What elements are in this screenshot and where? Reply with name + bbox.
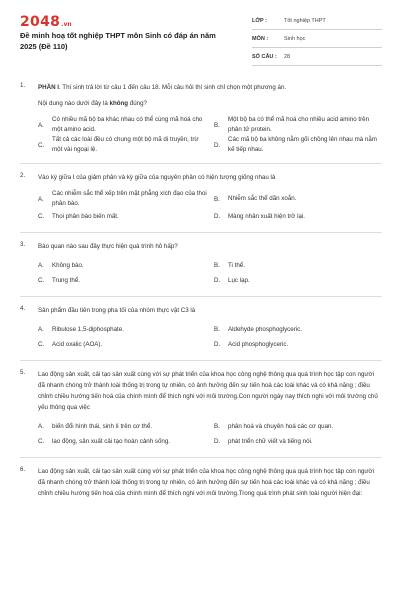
option-text: phát triển chữ viết và tiếng nói. bbox=[228, 437, 313, 445]
divider bbox=[20, 360, 382, 361]
option-text: Trung thể. bbox=[52, 276, 80, 284]
option-letter: C. bbox=[38, 213, 45, 220]
meta-row-subject bbox=[252, 30, 382, 48]
option-letter: A. bbox=[38, 121, 44, 129]
option-c[interactable] bbox=[38, 434, 208, 449]
option-text: Acid phosphoglyceric. bbox=[228, 340, 289, 348]
option-text: Aldehyde phosphoglyceric. bbox=[228, 325, 302, 333]
option-b[interactable] bbox=[214, 258, 384, 273]
option-text: lao động, sản xuất cải tạo hoàn cảnh sống. bbox=[52, 437, 170, 445]
option-text: Một bộ ba có thể mã hoá cho nhiều acid amino trên phân tử protein. bbox=[228, 116, 370, 133]
question-text: Sản phẩm đầu tiên trong pha tối của nhóm thực vật C3 là bbox=[38, 307, 196, 314]
option-text: Ribulose 1,5-diphosphate. bbox=[52, 325, 124, 333]
option-c[interactable] bbox=[38, 135, 208, 155]
meta-label: LỚP : bbox=[252, 17, 267, 24]
section-instruction: . Thí sinh trả lời từ câu 1 đến câu 18. Mỗi câu hỏi thí sinh chỉ chọn một phương án. bbox=[58, 84, 287, 91]
meta-value: 28 bbox=[284, 53, 291, 60]
exam-meta-table bbox=[252, 12, 382, 66]
meta-value: Sinh học bbox=[284, 35, 306, 42]
option-letter: C. bbox=[38, 277, 45, 284]
question-3 bbox=[0, 241, 400, 288]
option-d[interactable] bbox=[214, 337, 384, 352]
option-b[interactable] bbox=[214, 189, 384, 209]
question-4 bbox=[0, 305, 400, 352]
answer-options bbox=[38, 322, 382, 352]
question-5 bbox=[0, 369, 400, 449]
question-text bbox=[38, 82, 382, 93]
site-logo[interactable] bbox=[20, 14, 72, 30]
option-text: biến đổi hình thái, sinh lí trên cơ thể. bbox=[52, 422, 153, 430]
option-c[interactable] bbox=[38, 209, 208, 224]
option-b[interactable] bbox=[214, 115, 384, 135]
option-b[interactable] bbox=[214, 419, 384, 434]
question-number: 2. bbox=[20, 172, 26, 179]
option-letter: D. bbox=[214, 141, 221, 149]
option-d[interactable] bbox=[214, 434, 384, 449]
option-letter: A. bbox=[38, 195, 44, 203]
option-d[interactable] bbox=[214, 135, 384, 155]
logo-text: 2048 bbox=[20, 14, 61, 30]
answer-options bbox=[38, 419, 382, 449]
option-text: Màng nhân xuất hiện trở lại. bbox=[228, 212, 305, 220]
option-d[interactable] bbox=[214, 273, 384, 288]
option-letter: D. bbox=[214, 213, 221, 220]
question-text: Lao động sản xuất, cải tạo sản xuất cùng với sự phát triển của khoa học công nghệ thông qua quá trình học tập con người đã nhanh chóng trở thành loài thống trị trong tự nhiên, có ảnh hưởng đến sự tiến hoá các loài khác và có khả năng ; điều chỉnh chiều hướng tiến hoá của chính mình để thích nghi với môi trường.Con người ngày nay thích nghi với môi trường chủ yếu thông qua việc bbox=[38, 371, 378, 411]
option-letter: C. bbox=[38, 341, 45, 348]
prompt-text-end: đúng? bbox=[128, 100, 147, 107]
question-number: 4. bbox=[20, 305, 26, 312]
question-number: 5. bbox=[20, 369, 26, 376]
meta-row-class bbox=[252, 12, 382, 30]
question-list bbox=[0, 82, 400, 499]
option-a[interactable] bbox=[38, 189, 208, 209]
option-text: Các nhiễm sắc thể xếp trên mặt phẳng xích đạo của thoi phân bào. bbox=[52, 190, 207, 207]
answer-options bbox=[38, 189, 382, 224]
option-text: Ti thể. bbox=[228, 261, 245, 269]
option-letter: A. bbox=[38, 326, 44, 333]
option-letter: D. bbox=[214, 341, 221, 348]
option-letter: B. bbox=[214, 262, 220, 269]
question-text: Bào quan nào sau đây thực hiện quá trình hô hấp? bbox=[38, 243, 178, 250]
question-number: 3. bbox=[20, 241, 26, 248]
prompt-emphasis: không bbox=[109, 100, 129, 107]
meta-label: MÔN : bbox=[252, 35, 269, 42]
option-letter: A. bbox=[38, 262, 44, 269]
answer-options bbox=[38, 115, 382, 155]
option-d[interactable] bbox=[214, 209, 384, 224]
option-letter: C. bbox=[38, 438, 45, 445]
option-a[interactable] bbox=[38, 419, 208, 434]
option-text: Acid oxalic (AOA). bbox=[52, 340, 103, 348]
option-text: Tất cả các loài đều có chung một bộ mã di truyền, trừ một vài ngoại lệ. bbox=[52, 136, 199, 153]
option-a[interactable] bbox=[38, 115, 208, 135]
option-text: Các mã bộ ba không nằm gối chồng lên nhau mà nằm kế tiếp nhau. bbox=[228, 136, 377, 153]
option-letter: D. bbox=[214, 277, 221, 284]
option-letter: D. bbox=[214, 438, 221, 445]
option-c[interactable] bbox=[38, 337, 208, 352]
option-a[interactable] bbox=[38, 258, 208, 273]
logo-domain: .vn bbox=[61, 21, 72, 28]
option-text: Có nhiều mã bộ ba khác nhau có thể cùng mã hoá cho một amino acid. bbox=[52, 116, 203, 133]
question-number: 1. bbox=[20, 82, 26, 89]
question-prompt bbox=[38, 98, 382, 109]
question-text: Lao động sản xuất, cải tạo sản xuất cùng với sự phát triển của khoa học công nghệ thông qua quá trình học tập con người đã nhanh chóng trở thành loài thống trị trong tự nhiên, có ảnh hưởng đến sự tiến hoá các loài khác và có khả năng ; điều chỉnh chiều hướng tiến hoá của chính mình để thích nghi với môi trường.Trong quá trình phát sinh loài người hiện đại: bbox=[38, 468, 374, 497]
question-6 bbox=[0, 466, 400, 499]
page-header bbox=[0, 0, 400, 72]
option-letter: B. bbox=[214, 195, 220, 203]
divider bbox=[20, 457, 382, 458]
section-label: PHẦN I bbox=[38, 84, 59, 91]
answer-options bbox=[38, 258, 382, 288]
divider bbox=[20, 232, 382, 233]
option-letter: B. bbox=[214, 121, 220, 129]
option-letter: C. bbox=[38, 141, 45, 149]
divider bbox=[20, 163, 382, 164]
question-number: 6. bbox=[20, 466, 26, 473]
option-text: Không bào. bbox=[52, 261, 84, 269]
option-text: Nhiễm sắc thể dãn xoắn. bbox=[228, 195, 297, 202]
divider bbox=[20, 296, 382, 297]
option-text: Lục lạp. bbox=[228, 276, 250, 284]
option-letter: B. bbox=[214, 423, 220, 430]
option-letter: B. bbox=[214, 326, 220, 333]
meta-label: SỐ CÂU : bbox=[252, 53, 277, 60]
question-1 bbox=[0, 82, 400, 155]
option-a[interactable] bbox=[38, 322, 208, 337]
option-letter: A. bbox=[38, 423, 44, 430]
meta-value: Tốt nghiệp THPT bbox=[284, 17, 326, 24]
prompt-text: Nội dung nào dưới đây là bbox=[38, 100, 110, 107]
page-title: Đề minh hoạ tốt nghiệp THPT môn Sinh có đáp án năm 2025 (Đề 110) bbox=[20, 31, 216, 51]
question-2 bbox=[0, 172, 400, 224]
meta-row-question-count bbox=[252, 48, 382, 66]
option-text: Thoi phân bào biến mất. bbox=[52, 212, 119, 220]
option-text: phân hoá và chuyên hoá các cơ quan. bbox=[228, 422, 334, 430]
option-b[interactable] bbox=[214, 322, 384, 337]
option-c[interactable] bbox=[38, 273, 208, 288]
question-text: Vào kỳ giữa I của giảm phân và kỳ giữa của nguyên phân có hiện tượng giống nhau là bbox=[38, 174, 276, 181]
